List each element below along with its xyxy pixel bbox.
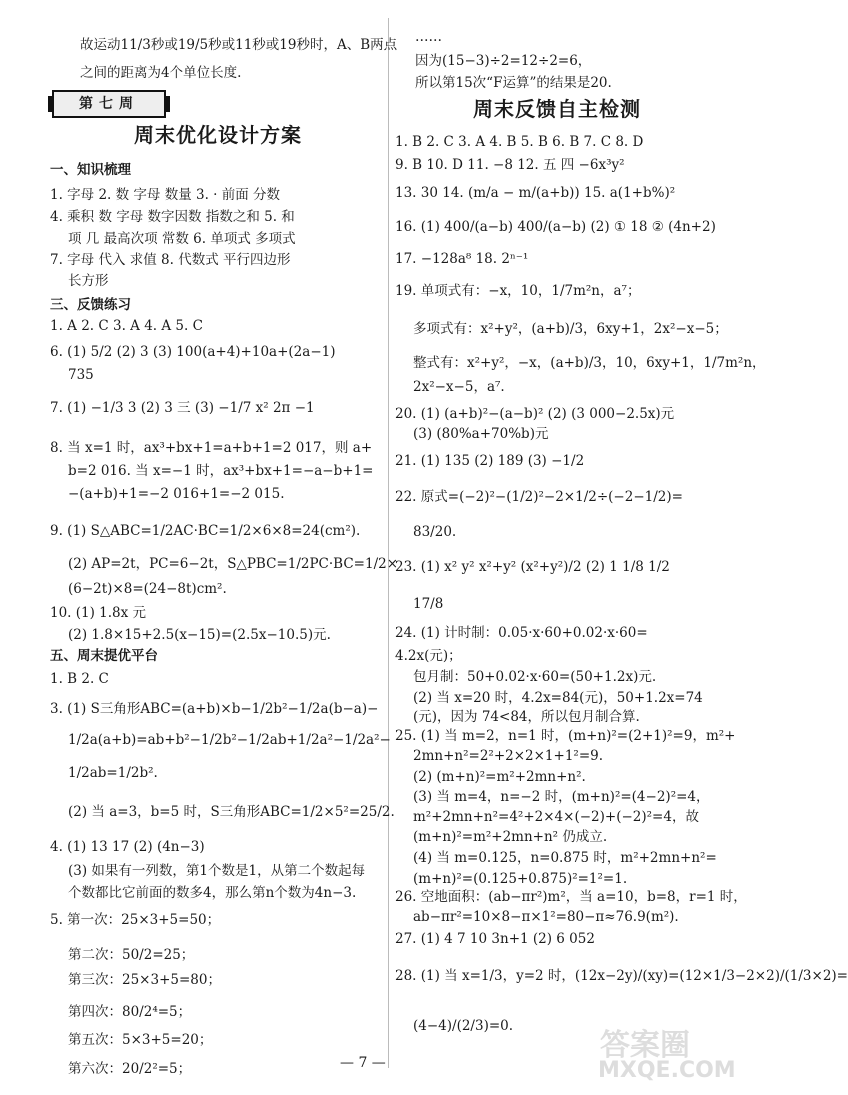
left-answer-line: 五、周末提优平台 (50, 648, 158, 664)
right-answer-line: (2) (m+n)²=m²+2mn+n². (413, 769, 586, 785)
right-answer-line: 23. (1) x² y² x²+y² (x²+y²)/2 (2) 1 1/8 1/2 (395, 559, 670, 575)
left-answer-line: (2) 当 a=3，b=5 时，S三角形ABC=1/2×5²=25/2. (68, 804, 395, 820)
right-answer-line: (3) 当 m=4，n=−2 时，(m+n)²=(4−2)²=4， (413, 789, 710, 805)
left-answer-line: 1/2ab=1/2b². (68, 765, 158, 781)
right-answer-line: 28. (1) 当 x=1/3，y=2 时，(12x−2y)/(xy)=(12×1/3−2×2)/(1/3×2)= (395, 968, 848, 984)
left-answer-line: 第六次：20/2²=5； (68, 1061, 192, 1077)
right-answer-line: 4.2x(元)； (395, 648, 462, 664)
left-answer-line: 6. (1) 5/2 (2) 3 (3) 100(a+4)+10a+(2a−1) (50, 344, 336, 360)
right-answer-line: 22. 原式=(−2)²−(1/2)²−2×1/2÷(−2−1/2)= (395, 489, 683, 505)
right-answer-line: 24. (1) 计时制：0.05·x·60+0.02·x·60= (395, 625, 648, 641)
intro-line-2: 之间的距离为4个单位长度. (80, 65, 242, 81)
left-answer-line: 长方形 (68, 273, 109, 289)
left-answer-line: 7. (1) −1/3 3 (2) 3 三 (3) −1/7 x² 2π −1 (50, 400, 315, 416)
right-answer-line: 20. (1) (a+b)²−(a−b)² (2) (3 000−2.5x)元 (395, 406, 675, 422)
right-answer-line: 16. (1) 400/(a−b) 400/(a−b) (2) ① 18 ② (4n+2) (395, 219, 716, 235)
left-answer-line: b=2 016. 当 x=−1 时，ax³+bx+1=−a−b+1= (68, 463, 374, 479)
right-answer-line: m²+2mn+n²=4²+2×4×(−2)+(−2)²=4，故 (413, 809, 699, 825)
right-answer-line: 13. 30 14. (m/a − m/(a+b)) 15. a(1+b%)² (395, 185, 676, 201)
left-answer-line: 10. (1) 1.8x 元 (50, 605, 147, 621)
left-answer-line: 4. (1) 13 17 (2) (4n−3) (50, 839, 205, 855)
left-answer-line: 项 几 最高次项 常数 6. 单项式 多项式 (68, 231, 296, 247)
right-answer-line: (m+n)²=m²+2mn+n² 仍成立. (413, 829, 608, 845)
left-answer-line: 735 (68, 367, 94, 383)
left-answer-line: 5. 第一次：25×3+5=50； (50, 912, 221, 928)
right-answer-line: (4) 当 m=0.125，n=0.875 时，m²+2mn+n²= (413, 850, 717, 866)
right-answer-line: (2) 当 x=20 时，4.2x=84(元)，50+1.2x=74 (413, 690, 703, 706)
left-answer-line: 9. (1) S△ABC=1/2AC·BC=1/2×6×8=24(cm²). (50, 523, 361, 539)
right-answer-line: 17. −128a⁸ 18. 2ⁿ⁻¹ (395, 251, 529, 267)
right-answer-line: 27. (1) 4 7 10 3n+1 (2) 6 052 (395, 931, 595, 947)
watermark-logo: 答案圈 (600, 1028, 690, 1063)
left-answer-line: 4. 乘积 数 字母 数字因数 指数之和 5. 和 (50, 209, 295, 225)
left-answer-line: 3. (1) S三角形ABC=(a+b)×b−1/2b²−1/2a(b−a)− (50, 701, 379, 717)
page-number: — 7 — (340, 1055, 386, 1071)
left-answer-line: 1. A 2. C 3. A 4. A 5. C (50, 318, 203, 334)
right-answer-line: (4−4)/(2/3)=0. (413, 1018, 514, 1034)
watermark-url: MXQE.COM (598, 1058, 736, 1083)
left-answer-line: (2) 1.8×15+2.5(x−15)=(2.5x−10.5)元. (68, 627, 331, 643)
right-answer-line: 包月制：50+0.02·x·60=(50+1.2x)元. (413, 669, 657, 685)
week-label: 第七周 (52, 90, 166, 118)
right-answer-line: 9. B 10. D 11. −8 12. 五 四 −6x³y² (395, 157, 625, 173)
left-answer-line: 第五次：5×3+5=20； (68, 1032, 213, 1048)
left-answer-line: 第三次：25×3+5=80； (68, 972, 221, 988)
left-answer-line: (3) 如果有一列数，第1个数是1，从第二个数起每 (68, 863, 366, 879)
left-answer-line: 1. B 2. C (50, 671, 109, 687)
left-answer-line: 三、反馈练习 (50, 297, 131, 313)
left-answer-line: (2) AP=2t，PC=6−2t，S△PBC=1/2PC·BC=1/2× (68, 556, 399, 572)
right-answer-line: ab−πr²=10×8−π×1²=80−π≈76.9(m²). (413, 909, 679, 925)
right-answer-line: 2mn+n²=2²+2×2×1+1²=9. (413, 748, 604, 764)
right-top-line-1: …… (415, 29, 442, 45)
left-answer-line: −(a+b)+1=−2 016+1=−2 015. (68, 486, 285, 502)
right-answer-line: 21. (1) 135 (2) 189 (3) −1/2 (395, 453, 585, 469)
left-answer-line: 一、知识梳理 (50, 162, 131, 178)
right-answer-line: 多项式有：x²+y²，(a+b)/3，6xy+1，2x²−x−5； (413, 321, 728, 337)
right-answer-line: 1. B 2. C 3. A 4. B 5. B 6. B 7. C 8. D (395, 134, 644, 150)
left-answer-line: 1. 字母 2. 数 字母 数量 3. · 前面 分数 (50, 187, 281, 203)
right-title: 周末反馈自主检测 (473, 97, 641, 121)
right-top-line-3: 所以第15次“F运算”的结果是20. (415, 75, 612, 91)
intro-line-1: 故运动11/3秒或19/5秒或11秒或19秒时，A、B两点 (80, 37, 398, 53)
left-answer-line: 8. 当 x=1 时，ax³+bx+1=a+b+1=2 017，则 a+ (50, 440, 373, 456)
right-answer-line: 83/20. (413, 524, 457, 540)
right-answer-line: 2x²−x−5，a⁷. (413, 379, 505, 395)
left-answer-line: (6−2t)×8=(24−8t)cm². (68, 581, 227, 597)
left-title: 周末优化设计方案 (134, 123, 302, 147)
left-answer-line: 1/2a(a+b)=ab+b²−1/2b²−1/2ab+1/2a²−1/2a²− (68, 732, 391, 748)
left-answer-line: 个数都比它前面的数多4，那么第n个数为4n−3. (68, 885, 357, 901)
right-answer-line: (元)，因为 74<84，所以包月制合算. (413, 709, 640, 725)
left-answer-line: 第二次：50/2=25； (68, 947, 195, 963)
right-answer-line: 17/8 (413, 596, 444, 612)
left-answer-line: 第四次：80/2⁴=5； (68, 1004, 192, 1020)
right-answer-line: 19. 单项式有：−x，10，1/7m²n，a⁷； (395, 283, 641, 299)
column-divider (388, 18, 389, 1068)
right-answer-line: (3) (80%a+70%b)元 (413, 426, 549, 442)
right-answer-line: 整式有：x²+y²，−x，(a+b)/3，10，6xy+1，1/7m²n， (413, 355, 766, 371)
right-top-line-2: 因为(15−3)÷2=12÷2=6， (415, 53, 592, 69)
right-answer-line: (m+n)²=(0.125+0.875)²=1²=1. (413, 871, 628, 887)
right-answer-line: 25. (1) 当 m=2，n=1 时，(m+n)²=(2+1)²=9，m²+ (395, 728, 736, 744)
right-answer-line: 26. 空地面积：(ab−πr²)m²，当 a=10，b=8，r=1 时， (395, 889, 747, 905)
left-answer-line: 7. 字母 代入 求值 8. 代数式 平行四边形 (50, 252, 291, 268)
